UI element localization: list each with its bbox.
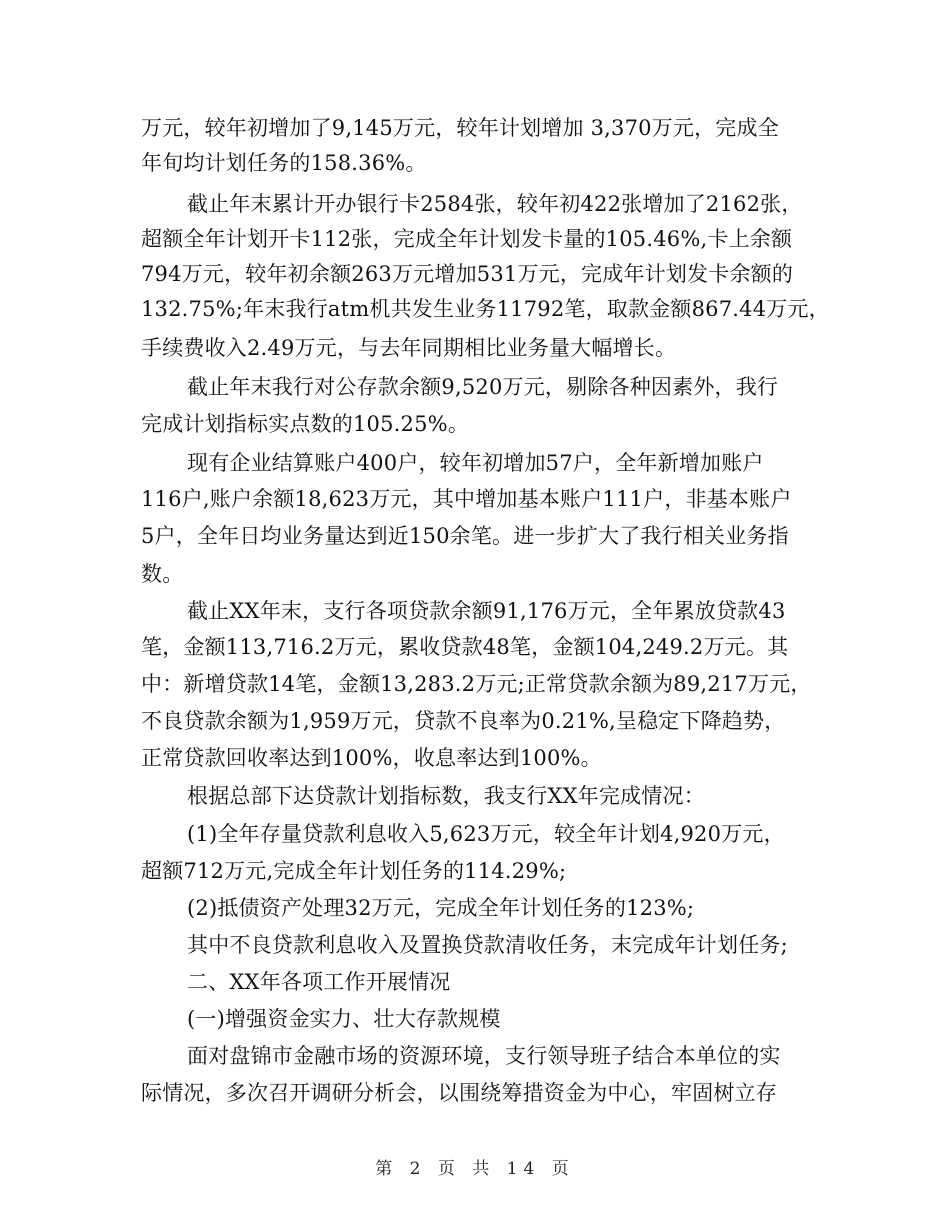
paragraph-start: 其中不良贷款利息收入及置换贷款清收任务，末完成年计划任务; [187,933,788,957]
paragraph-start: 根据总部下达贷款计划指标数，我支行XX年完成情况： [187,784,705,808]
subsection-heading: (一)增强资金实力、壮大存款规模 [187,1007,501,1031]
text-line: 5户，全年日均业务量达到近150余笔。进一步扩大了我行相关业务指 [141,524,789,548]
text-line: 数。 [141,562,184,586]
paragraph-start: 截止年末我行对公存款余额9,520万元，剔除各种因素外，我行 [187,375,779,399]
list-item: (1)全年存量贷款利息收入5,623万元，较全年计划4,920万元， [187,822,785,846]
text-line: 年旬均计划任务的158.36%。 [141,151,427,175]
text-line: 手续费收入2.49万元，与去年同期相比业务量大幅增长。 [141,336,677,360]
text-line: 完成计划指标实点数的105.25%。 [141,412,470,436]
paragraph-start: 现有企业结算账户400户，较年初增加57户，全年新增加账户 [187,451,764,475]
page-number-footer: 第 2 页 共 14 页 [375,1159,575,1179]
section-heading: 二、XX年各项工作开展情况 [187,970,451,994]
text-line: 万元，较年初增加了9,145万元，较年计划增加 3,370万元，完成全 [141,116,779,140]
text-line: 不良贷款余额为1,959万元，贷款不良率为0.21%,呈稳定下降趋势， [141,709,786,733]
text-line: 794万元，较年初余额263万元增加531万元，完成年计划发卡余额的 [141,262,794,286]
text-line: 际情况，多次召开调研分析会，以围绕筹措资金为中心，牢固树立存 [141,1081,777,1105]
text-line: 超额全年计划开卡112张，完成全年计划发卡量的105.46%,卡上余额 [141,227,793,251]
text-line: 正常贷款回收率达到100%，收息率达到100%。 [141,746,602,770]
paragraph-start: 面对盘锦市金融市场的资源环境，支行领导班子结合本单位的实 [187,1044,781,1068]
list-item: (2)抵债资产处理32万元，完成全年计划任务的123%; [187,896,695,920]
text-line: 笔，金额113,716.2万元，累收贷款48笔，金额104,249.2万元。其 [141,635,789,659]
paragraph-start: 截止年末累计开办银行卡2584张，较年初422张增加了2162张， [187,192,803,216]
text-line: 中：新增贷款14笔，金额13,283.2万元;正常贷款余额为89,217万元， [141,672,812,696]
paragraph-start: 截止XX年末，支行各项贷款余额91,176万元，全年累放贷款43 [187,599,786,623]
text-line: 116户,账户余额18,623万元，其中增加基本账户111户，非基本账户 [141,487,792,511]
text-line: 132.75%;年末我行atm机共发生业务11792笔，取款金额867.44万元， [141,297,830,321]
text-line: 超额712万元,完成全年计划任务的114.29%; [141,859,567,883]
